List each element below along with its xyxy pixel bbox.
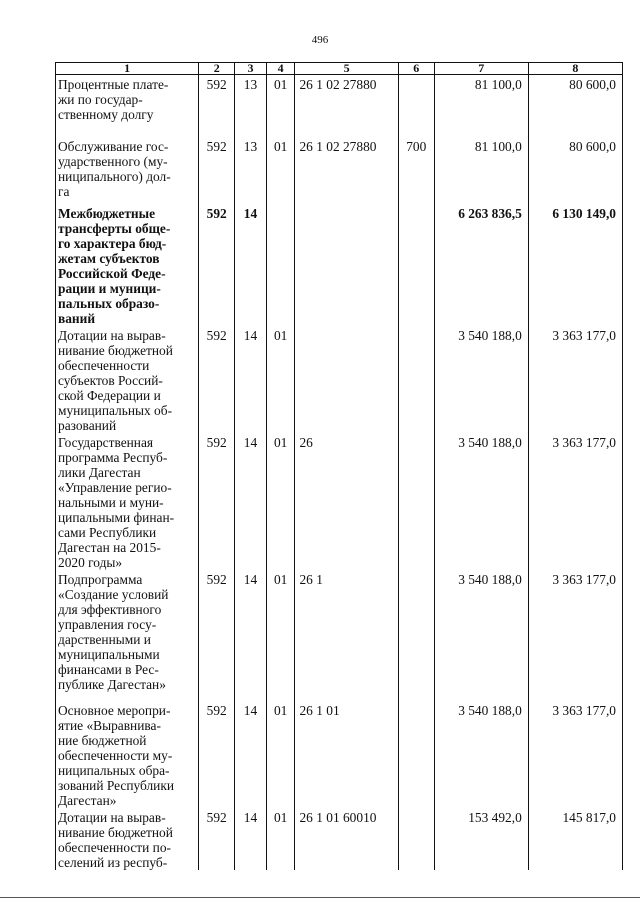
row-name-cell: Процентные плате- жи по государ- ственному долгу bbox=[56, 75, 199, 137]
table-row bbox=[56, 433, 623, 570]
row-code-2-cell: 592 bbox=[199, 808, 235, 870]
row-amount-2-cell: 3 363 177,0 bbox=[528, 701, 622, 808]
row-amount-2-cell: 145 817,0 bbox=[528, 808, 622, 870]
row-target-article-cell: 26 1 02 27880 bbox=[295, 137, 398, 204]
row-amount-1-cell: 3 540 188,0 bbox=[434, 433, 528, 570]
row-amount-1-cell: 153 492,0 bbox=[434, 808, 528, 870]
row-amount-2-cell: 80 600,0 bbox=[528, 137, 622, 204]
column-header-8: 8 bbox=[528, 63, 622, 75]
table-row bbox=[56, 701, 623, 808]
row-section-cell: 14 bbox=[235, 570, 267, 701]
row-amount-2-cell: 6 130 149,0 bbox=[528, 204, 622, 326]
row-expense-type-cell bbox=[398, 204, 434, 326]
column-header-3: 3 bbox=[235, 63, 267, 75]
table-row bbox=[56, 326, 623, 433]
table-row bbox=[56, 204, 623, 326]
row-code-2-cell: 592 bbox=[199, 570, 235, 701]
page-number: 496 bbox=[311, 34, 329, 46]
row-expense-type-cell bbox=[398, 326, 434, 433]
row-target-article-cell bbox=[295, 204, 398, 326]
row-subsection-cell bbox=[266, 204, 295, 326]
row-subsection-cell: 01 bbox=[266, 808, 295, 870]
table-body bbox=[56, 75, 623, 870]
budget-table bbox=[55, 62, 623, 870]
column-header-1: 1 bbox=[56, 63, 199, 75]
column-header-2: 2 bbox=[199, 63, 235, 75]
row-target-article-cell: 26 1 02 27880 bbox=[295, 75, 398, 137]
row-subsection-cell: 01 bbox=[266, 701, 295, 808]
row-amount-2-cell: 80 600,0 bbox=[528, 75, 622, 137]
row-subsection-cell: 01 bbox=[266, 433, 295, 570]
row-expense-type-cell bbox=[398, 433, 434, 570]
bottom-rule bbox=[0, 897, 640, 898]
row-expense-type-cell bbox=[398, 808, 434, 870]
header-row bbox=[56, 63, 623, 75]
row-subsection-cell: 01 bbox=[266, 75, 295, 137]
row-code-2-cell: 592 bbox=[199, 326, 235, 433]
row-amount-1-cell: 81 100,0 bbox=[434, 75, 528, 137]
column-header-5: 5 bbox=[295, 63, 398, 75]
row-target-article-cell: 26 1 01 bbox=[295, 701, 398, 808]
row-amount-1-cell: 6 263 836,5 bbox=[434, 204, 528, 326]
row-code-2-cell: 592 bbox=[199, 75, 235, 137]
row-subsection-cell: 01 bbox=[266, 326, 295, 433]
row-amount-1-cell: 3 540 188,0 bbox=[434, 570, 528, 701]
row-name-cell: Государственная программа Респуб- лики Дагестан «Управление регио- нальными и муни- ципальными финан- сами Республики Дагестан на 2015- 2020 годы» bbox=[56, 433, 199, 570]
table-row bbox=[56, 570, 623, 701]
row-expense-type-cell bbox=[398, 570, 434, 701]
table-row bbox=[56, 808, 623, 870]
row-target-article-cell: 26 bbox=[295, 433, 398, 570]
row-name-cell: Дотации на вырав- нивание бюджетной обеспеченности субъектов Россий- ской Федерации и муниципальных об- разований bbox=[56, 326, 199, 433]
row-amount-2-cell: 3 363 177,0 bbox=[528, 433, 622, 570]
row-amount-2-cell: 3 363 177,0 bbox=[528, 570, 622, 701]
column-header-6: 6 bbox=[398, 63, 434, 75]
row-section-cell: 13 bbox=[235, 137, 267, 204]
row-target-article-cell: 26 1 bbox=[295, 570, 398, 701]
row-name-cell: Дотации на вырав- нивание бюджетной обеспеченности по- селений из респуб- bbox=[56, 808, 199, 870]
table-row bbox=[56, 137, 623, 204]
row-name-cell: Основное меропри- ятие «Выравнива- ние бюджетной обеспеченности му- ниципальных обра- зований Республики Дагестан» bbox=[56, 701, 199, 808]
row-expense-type-cell: 700 bbox=[398, 137, 434, 204]
row-code-2-cell: 592 bbox=[199, 137, 235, 204]
column-header-7: 7 bbox=[434, 63, 528, 75]
row-section-cell: 14 bbox=[235, 433, 267, 570]
row-section-cell: 14 bbox=[235, 326, 267, 433]
row-amount-2-cell: 3 363 177,0 bbox=[528, 326, 622, 433]
row-expense-type-cell bbox=[398, 701, 434, 808]
row-subsection-cell: 01 bbox=[266, 137, 295, 204]
row-section-cell: 14 bbox=[235, 204, 267, 326]
column-header-4: 4 bbox=[266, 63, 295, 75]
row-section-cell: 14 bbox=[235, 808, 267, 870]
row-section-cell: 14 bbox=[235, 701, 267, 808]
row-amount-1-cell: 81 100,0 bbox=[434, 137, 528, 204]
row-name-cell: Межбюджетные трансферты обще- го характера бюд- жетам субъектов Российской Феде- рации и муници- пальных образо- ваний bbox=[56, 204, 199, 326]
row-section-cell: 13 bbox=[235, 75, 267, 137]
row-name-cell: Обслуживание гос- ударственного (му- ниципального) дол- га bbox=[56, 137, 199, 204]
row-expense-type-cell bbox=[398, 75, 434, 137]
row-target-article-cell: 26 1 01 60010 bbox=[295, 808, 398, 870]
row-subsection-cell: 01 bbox=[266, 570, 295, 701]
row-amount-1-cell: 3 540 188,0 bbox=[434, 701, 528, 808]
row-code-2-cell: 592 bbox=[199, 701, 235, 808]
table-row bbox=[56, 75, 623, 137]
row-name-cell: Подпрограмма «Создание условий для эффективного управления госу- дарственными и муниципальными финансами в Рес- публике Дагестан» bbox=[56, 570, 199, 701]
row-target-article-cell bbox=[295, 326, 398, 433]
row-code-2-cell: 592 bbox=[199, 433, 235, 570]
row-code-2-cell: 592 bbox=[199, 204, 235, 326]
row-amount-1-cell: 3 540 188,0 bbox=[434, 326, 528, 433]
